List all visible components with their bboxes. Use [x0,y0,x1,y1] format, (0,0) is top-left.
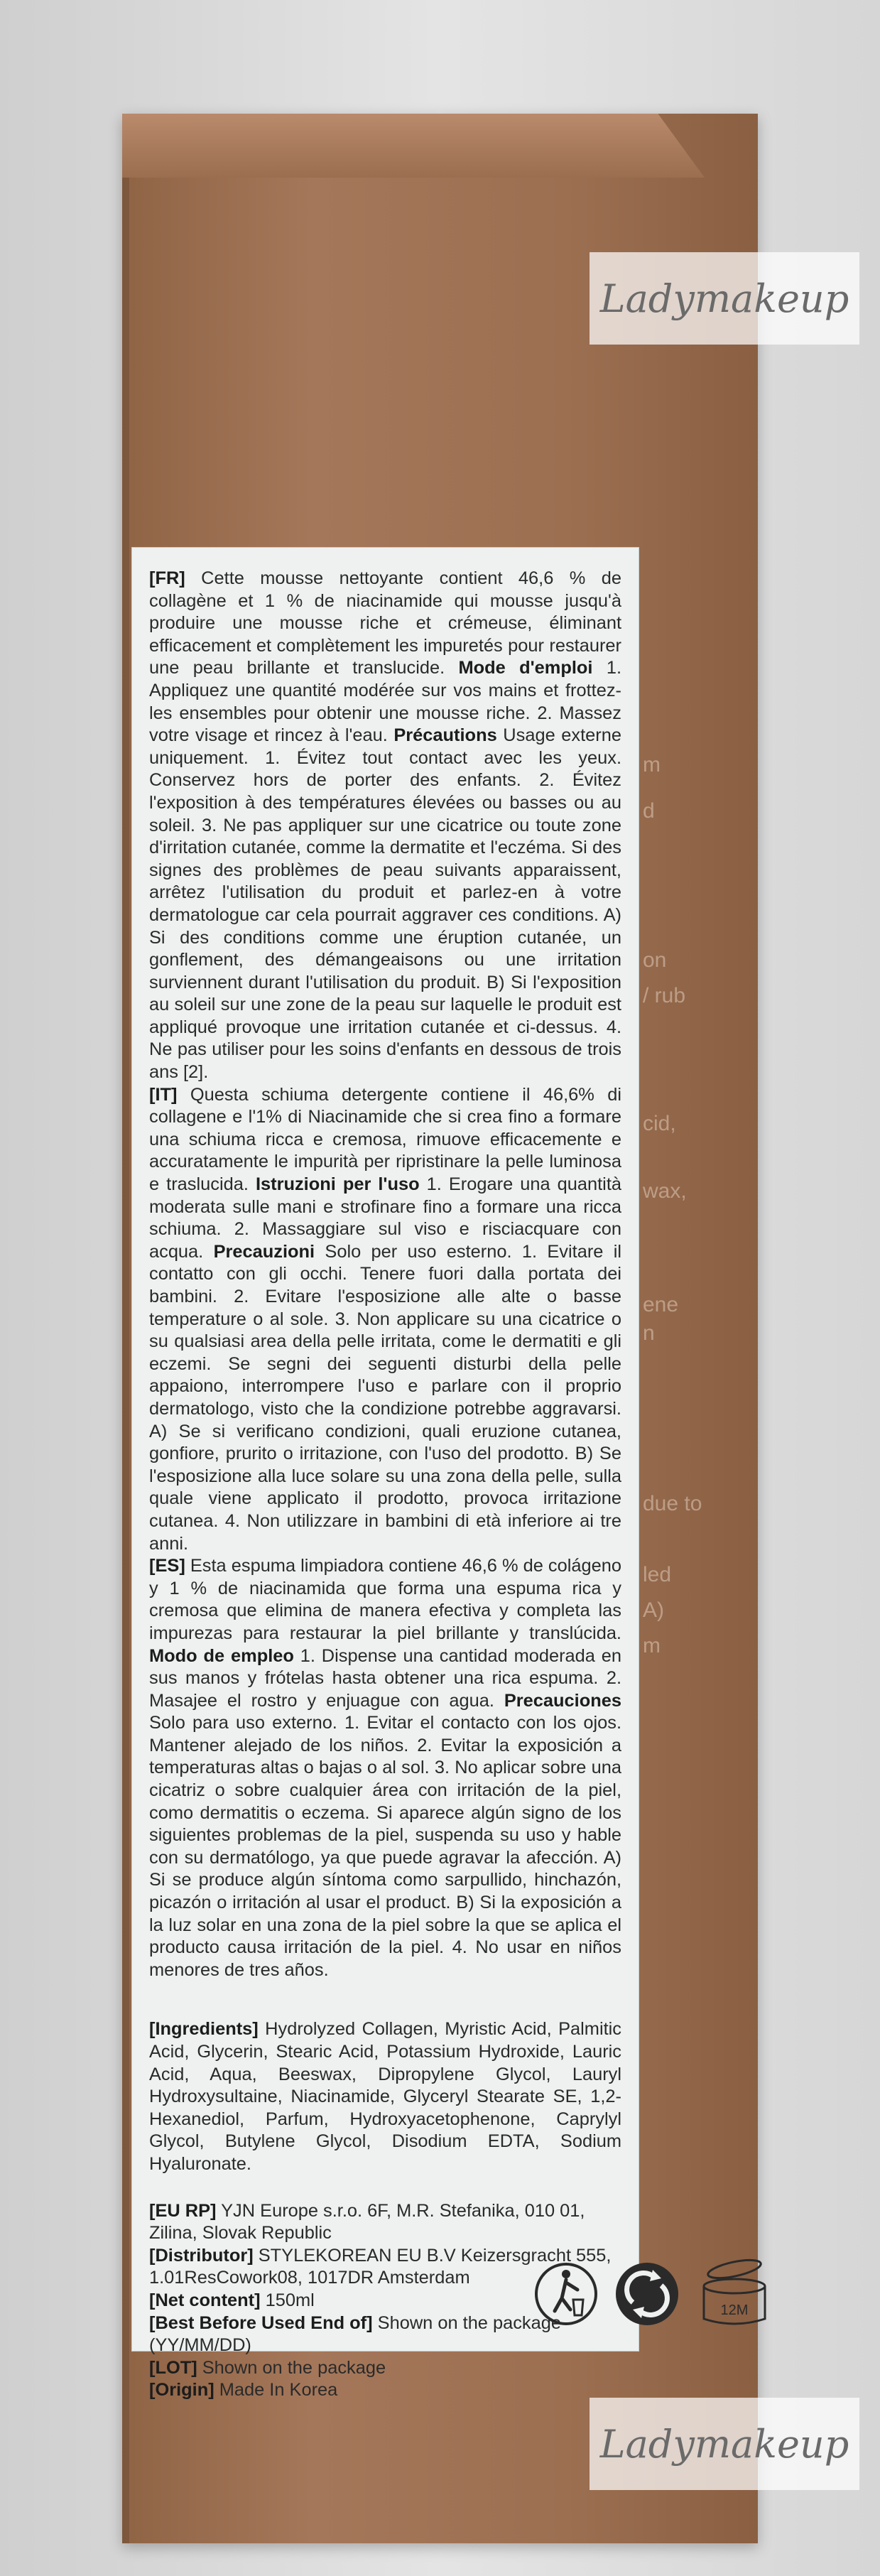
pao-label: 12M [720,2302,749,2318]
section-it [149,1084,621,1555]
bg-text: wax, [643,1179,687,1203]
heading: Precauzioni [213,1241,315,1262]
heading: Modo de empleo [149,1645,294,1666]
text: 1. Appliquez une quantité modérée sur vos mains et frottez-les ensembles pour obtenir une mousse riche. 2. Massez votre visage et rincez à l'eau. [149,658,622,746]
bg-text: n [643,1321,655,1345]
distributor-tag: [Distributor] [149,2245,254,2266]
bg-text: d [643,799,655,823]
bg-text: due to [643,1492,702,1515]
heading: Mode d'emploi [458,658,593,678]
section-fr [149,568,621,1084]
tidyman-icon [533,2258,599,2329]
watermark-top [590,252,859,345]
eu-rp-text: YJN Europe s.r.o. 6F, M.R. Stefanika, 010 01, Zilina, Slovak Republic [149,2200,585,2244]
section-eu-rp [149,2200,621,2245]
box-top-flap [122,114,705,178]
bg-text: cid, [643,1112,676,1135]
bg-text: led [643,1563,672,1586]
net-content-tag: [Net content] [149,2290,261,2310]
text: Esta espuma limpiadora contiene 46,6 % de colágeno y 1 % de niacinamida que forma una espuma rica y cremosa que elimina de manera efectiva y completa las impurezas para restaurar la piel brillante y translúcida. [149,1556,621,1643]
section-lot [149,2357,621,2380]
watermark-text: Ladymakeup [599,2421,849,2467]
bg-text: m [643,1634,661,1657]
bg-text: m [643,753,661,776]
bg-text: on [643,948,667,972]
heading: Istruzioni per l'uso [255,1174,420,1195]
lot-text: Shown on the package [197,2357,386,2378]
text: Usage externe uniquement. 1. Évitez tout contact avec les yeux. Conservez hors de porter des enfants. 2. Évitez l'exposition à des températures élevées ou basses ou au soleil. 3. Ne pas appliquer sur une cicatrice ou toute zone d'irritation cutanée, comme la dermatite et l'eczéma. Si des signes des problèmes de peau suivants apparaissent, arrêtez l'utilisation du produit et parlez-en à votre dermatologue car cela pourrait aggraver ces conditions. A) Si des conditions comme une éruption cutanée, un gonflement, des démangeaisons ou une irritation surviennent durant l'utilisation du produit. B) Si l'exposition au soleil sur une zone de la peau sur laquelle le produit est appliqué provoque une irritation cutanée et ci-dessus. 4. Ne pas utiliser pour les soins d'enfants en dessous de trois ans [2]. [149,725,621,1083]
text: Solo para uso externo. 1. Evitar el contacto con los ojos. Mantener alejado de los niños. 2. Evitar la exposición a temperaturas altas o bajas o al sol. 3. No aplicar sobre una cicatriz o sobre cualquier área con irritación de la piel, como dermatitis o eczema. Si aparece algún signo de los siguientes problemas de la piel, suspenda su uso y hable con su dermatólogo, ya que puede agravar la afección. A) Si se produce algún síntoma como sarpullido, hinchazón, picazón o irritación al usar el product. B) Si la exposición a la luz solar en una zona de la piel sobre la que se aplica el producto causa irritación de la piel. 4. No usar en niños menores de tres años. [149,1713,621,1980]
lang-tag: [IT] [149,1084,178,1105]
section-es [149,1555,621,1981]
pao-jar-icon [695,2255,773,2333]
text: Cette mousse nettoyante contient 46,6 % de collagène et 1 % de niacinamide qui mousse jusqu'à produire une mousse riche et crémeuse, éliminant efficacement et complètement les impuretés pour restaurer une peau brillante et translucide. [149,568,621,678]
origin-text: Made In Korea [214,2380,338,2401]
bg-text: ene [643,1293,679,1316]
origin-tag: [Origin] [149,2380,214,2401]
heading: Precauciones [504,1690,621,1711]
bg-text: A) [643,1598,664,1622]
text: 1. Erogare una quantità moderata sulle mani e strofinare fino a formare una ricca schiuma. 2. Massaggiare sul viso e risciacquare con acqua. [149,1174,621,1262]
lang-tag: [FR] [149,568,185,588]
section-origin [149,2379,621,2402]
text: Solo per uso esterno. 1. Evitare il contatto con gli occhi. Tenere fuori dalla portata dei bambini. 2. Evitare l'esposizione alle alte o basse temperature o al sole. 3. Non applicare su una cicatrice o su qualsiasi area della pelle irritata, come le dermatiti e gli eczemi. Se segni dei seguenti disturbi della pelle appaiono, interrompere l'uso e parlare con il proprio dermatologo, visto che la condizione potrebbe aggravarsi. A) Se si verificano condizioni, quali eruzione cutanea, gonfiore, prurito o irritazione, con l'uso del prodotto. B) Se l'esposizione alla luce solare su una zona della pelle, sulla quale viene applicato il prodotto, provoca irritazione cutanea. 4. Non utilizzare in bambini di età inferiore ai tre anni. [149,1241,621,1554]
best-before-tag: [Best Before Used End of] [149,2312,373,2333]
watermark-text: Ladymakeup [599,276,849,321]
ingredients-tag: [Ingredients] [149,2019,259,2040]
best-before-text: Shown on the package (YY/MM/DD) [149,2312,561,2356]
watermark-bottom [590,2398,859,2490]
recycle-icon [613,2258,681,2329]
text: Questa schiuma detergente contiene il 46,6% di collagene e l'1% di Niacinamide che si crea fino a formare una schiuma ricca e cremosa, rimuove efficacemente e accuratamente le impurità per ripristinare la pelle luminosa e traslucida. [149,1084,621,1195]
heading: Précautions [393,725,497,746]
bg-text: / rub [643,984,686,1007]
section-ingredients [149,2018,621,2175]
recycling-icons [533,2255,773,2333]
text: 1. Dispense una cantidad moderada en sus manos y frótelas hasta obtener una rica espuma. 2. Masajee el rostro y enjuague con agua. [149,1645,622,1711]
box-left-edge [122,178,129,2543]
eu-rp-tag: [EU RP] [149,2200,217,2221]
net-content-text: 150ml [260,2290,315,2310]
distributor-text: STYLEKOREAN EU B.V Keizersgracht 555, 1.01ResCowork08, 1017DR Amsterdam [149,2245,612,2288]
lot-tag: [LOT] [149,2357,197,2378]
lang-tag: [ES] [149,1556,185,1576]
ingredients-text: Hydrolyzed Collagen, Myristic Acid, Palmitic Acid, Glycerin, Stearic Acid, Potassium Hydroxide, Lauric Acid, Aqua, Beeswax, Dipropylene Glycol, Lauryl Hydroxysultaine, Niacinamide, Glyceryl Stearate SE, 1,2-Hexanediol, Parfum, Hydroxyacetophenone, Caprylyl Glycol, Butylene Glycol, Disodium EDTA, Sodium Hyaluronate. [149,2019,621,2174]
